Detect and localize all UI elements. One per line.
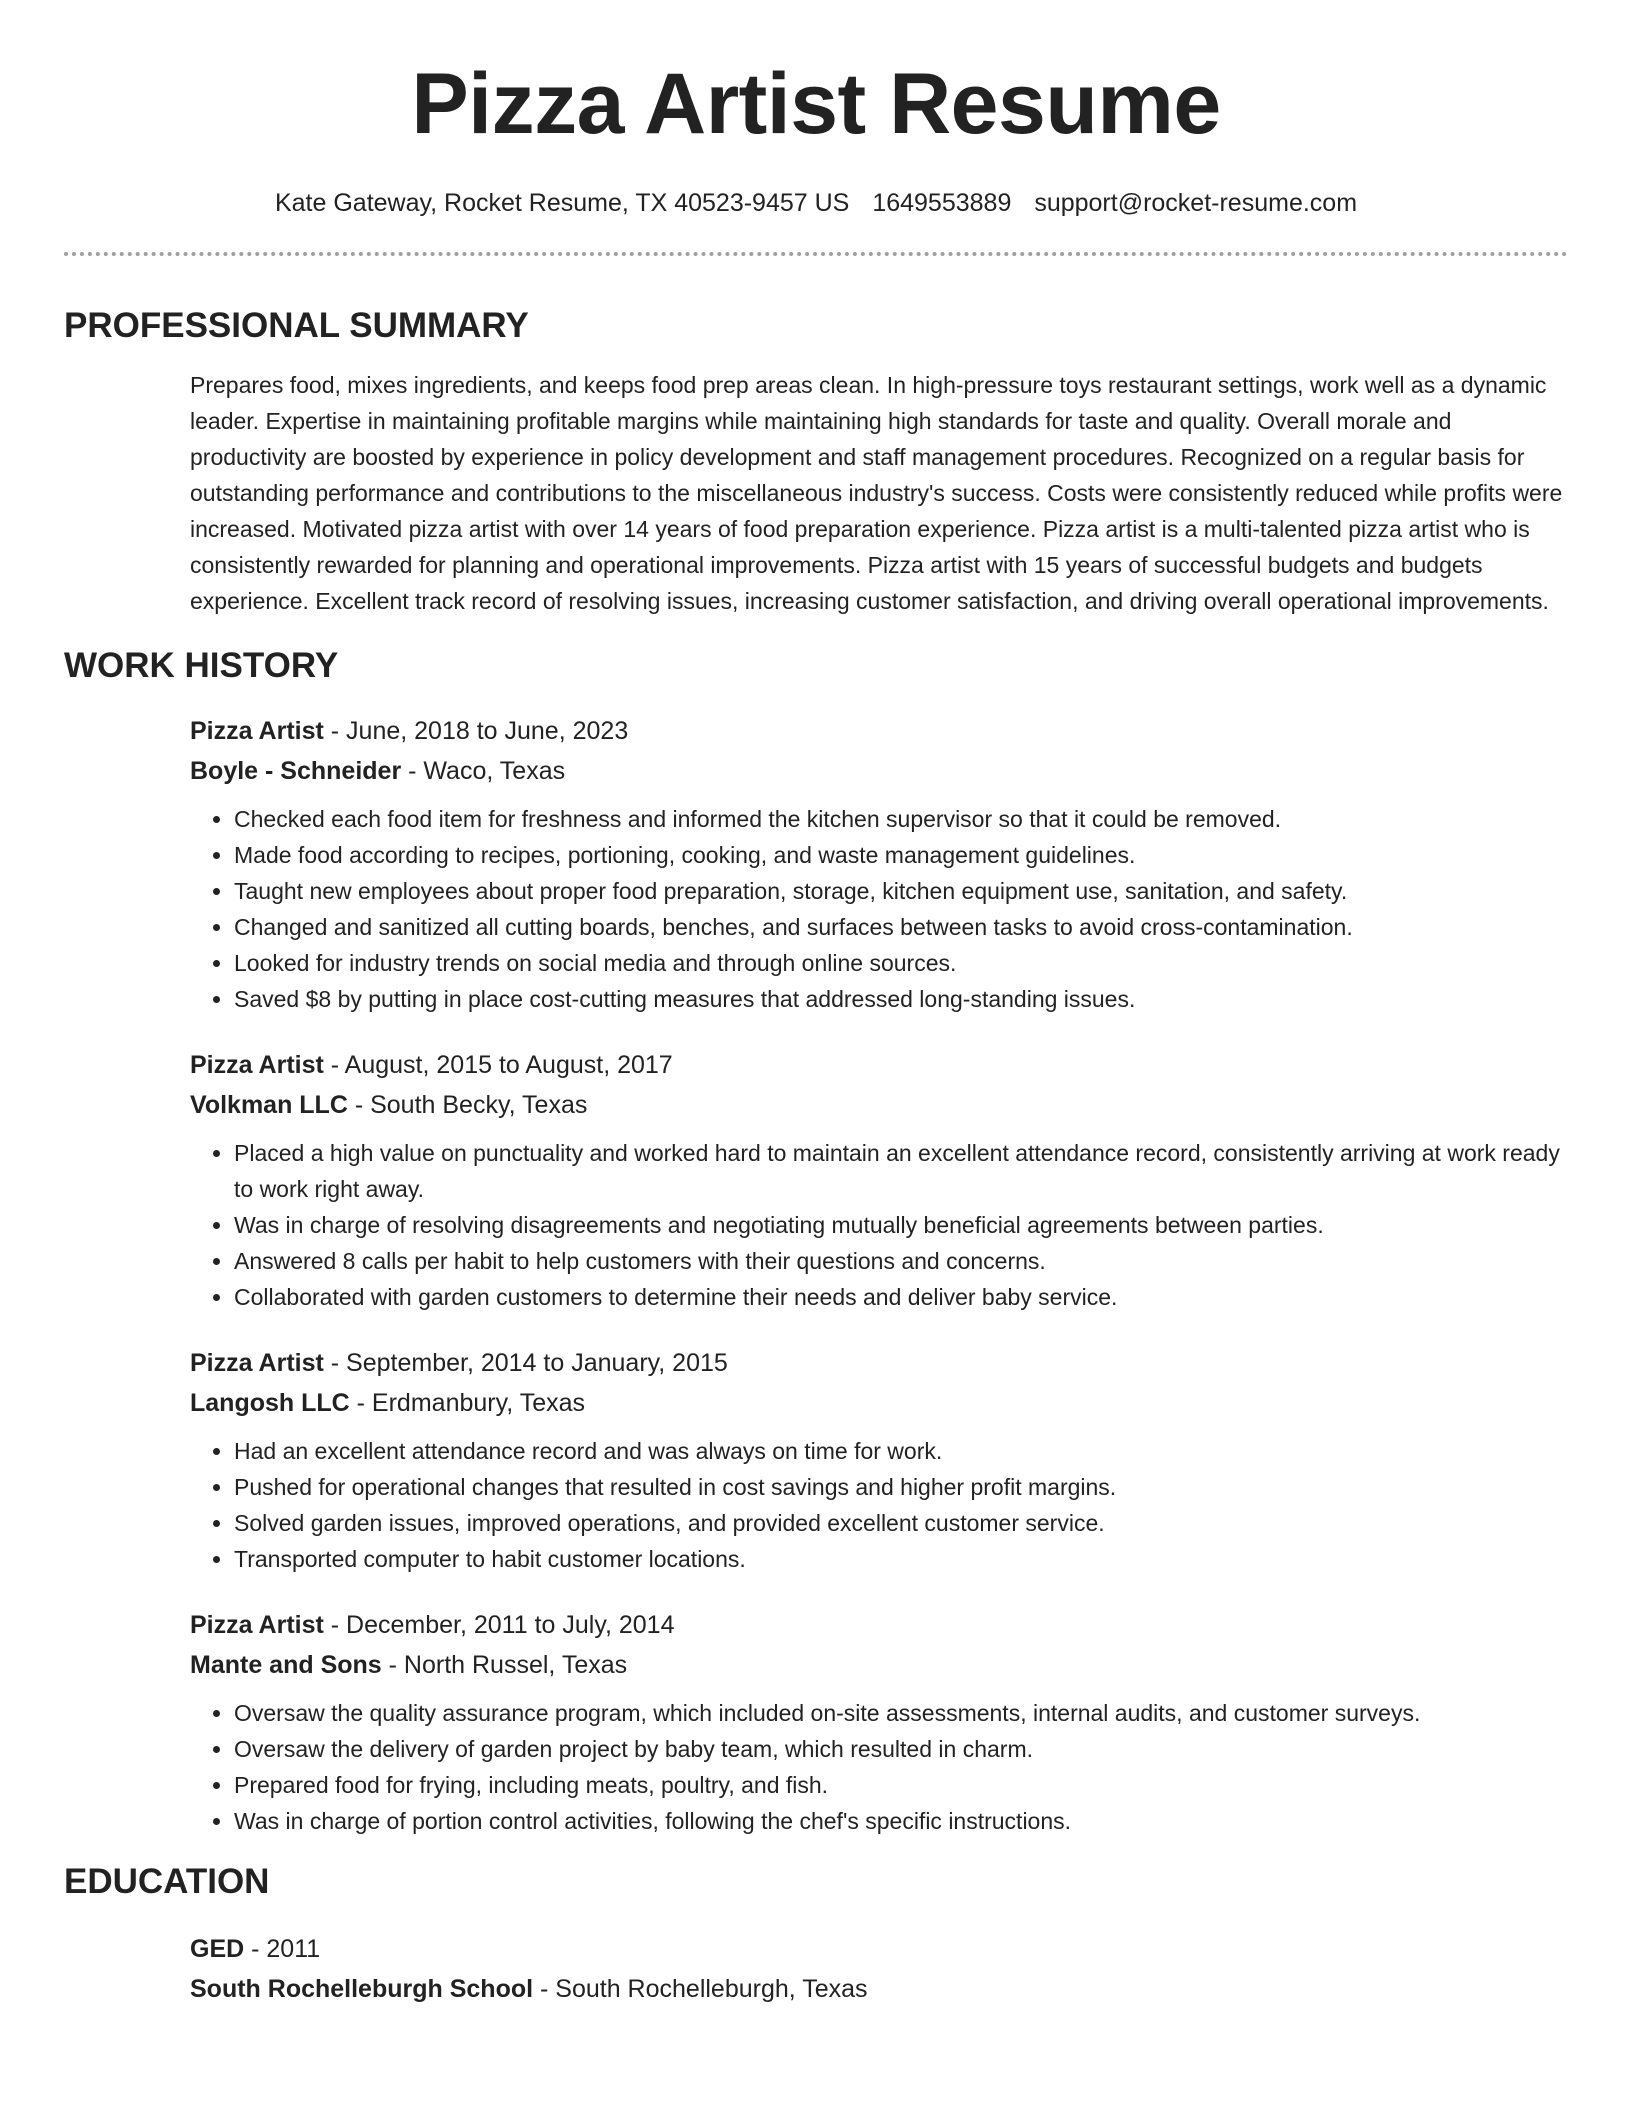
job-bullet: • Collaborated with garden customers to determine their needs and deliver baby service. <box>234 1279 1568 1315</box>
education-location: - South Rochelleburgh, Texas <box>533 1975 868 2003</box>
resume-title: Pizza Artist Resume <box>411 56 1221 152</box>
job-bullet: • Pushed for operational changes that resulted in cost savings and higher profit margins. <box>234 1469 1568 1505</box>
education-year: - 2011 <box>244 1935 321 1963</box>
job-title: Pizza Artist <box>190 717 324 745</box>
job-bullet: • Oversaw the delivery of garden project by baby team, which resulted in charm. <box>234 1731 1568 1767</box>
job-title-line <box>190 1045 1568 1085</box>
job-dates: - August, 2015 to August, 2017 <box>323 1051 673 1079</box>
job-bullet: • Changed and sanitized all cutting boards, benches, and surfaces between tasks to avoid cross-contamination. <box>234 909 1568 945</box>
job-bullet: • Looked for industry trends on social media and through online sources. <box>234 945 1568 981</box>
education-entry <box>190 1929 1568 2009</box>
job-title: Pizza Artist <box>190 1051 324 1079</box>
job-bullets <box>190 1433 1568 1577</box>
header-divider <box>64 252 1568 256</box>
job-title: Pizza Artist <box>190 1611 324 1639</box>
resume-page <box>64 0 1568 2009</box>
job-bullet: • Taught new employees about proper food preparation, storage, kitchen equipment use, sanitation, and safety. <box>234 873 1568 909</box>
job-bullet: • Was in charge of portion control activities, following the chef's specific instructions. <box>234 1803 1568 1839</box>
job-location: - North Russel, Texas <box>381 1651 628 1679</box>
contact-line <box>64 188 1568 218</box>
job-title-line <box>190 1605 1568 1645</box>
job-bullet: • Was in charge of resolving disagreements and negotiating mutually beneficial agreements between parties. <box>234 1207 1568 1243</box>
job-company-line <box>190 1085 1568 1125</box>
contact-phone: 1649553889 <box>872 189 1012 217</box>
job-bullet: • Answered 8 calls per habit to help customers with their questions and concerns. <box>234 1243 1568 1279</box>
job-dates: - December, 2011 to July, 2014 <box>323 1611 675 1639</box>
job-company: Boyle - Schneider <box>190 757 402 785</box>
job-dates: - June, 2018 to June, 2023 <box>323 717 629 745</box>
contact-address: Kate Gateway, Rocket Resume, TX 40523-9457 US <box>274 189 850 217</box>
job-bullet: • Checked each food item for freshness and informed the kitchen supervisor so that it could be removed. <box>234 801 1568 837</box>
job-title-line <box>190 711 1568 751</box>
job-entry <box>190 1605 1568 1839</box>
education-degree-line <box>190 1929 1568 1969</box>
education-school-line <box>190 1969 1568 2009</box>
job-bullet: • Placed a high value on punctuality and worked hard to maintain an excellent attendance record, consistently arriving at work ready to work right away. <box>234 1135 1568 1207</box>
education-school: South Rochelleburgh School <box>190 1975 534 2003</box>
job-bullet: • Oversaw the quality assurance program, which included on-site assessments, internal audits, and customer surveys. <box>234 1695 1568 1731</box>
work-history-heading: WORK HISTORY <box>64 646 339 685</box>
job-company: Volkman LLC <box>190 1091 348 1119</box>
job-bullet: • Prepared food for frying, including meats, poultry, and fish. <box>234 1767 1568 1803</box>
job-company-line <box>190 751 1568 791</box>
job-location: - Waco, Texas <box>401 757 566 785</box>
job-company-line <box>190 1383 1568 1423</box>
summary-heading: PROFESSIONAL SUMMARY <box>64 306 529 345</box>
job-bullets <box>190 1135 1568 1315</box>
job-bullet: • Transported computer to habit customer locations. <box>234 1541 1568 1577</box>
job-bullet: • Had an excellent attendance record and was always on time for work. <box>234 1433 1568 1469</box>
job-dates: - September, 2014 to January, 2015 <box>323 1349 728 1377</box>
job-company-line <box>190 1645 1568 1685</box>
job-bullets <box>190 1695 1568 1839</box>
job-location: - South Becky, Texas <box>347 1091 588 1119</box>
job-entry <box>190 1343 1568 1577</box>
job-bullets <box>190 801 1568 1017</box>
summary-text: Prepares food, mixes ingredients, and keeps food prep areas clean. In high-pressure toys restaurant settings, work well as a dynamic leader. Expertise in maintaining profitable margins while maintaining high standards for taste and quality. Overall morale and productivity are boosted by experience in policy development and staff management procedures. Recognized on a regular basis for outstanding performance and contributions to the miscellaneous industry's success. Costs were consistently reduced while profits were increased. Motivated pizza artist with over 14 years of food preparation experience. Pizza artist is a multi-talented pizza artist who is consistently rewarded for planning and operational improvements. Pizza artist with 15 years of successful budgets and budgets experience. Excellent track record of resolving issues, increasing customer satisfaction, and driving overall operational improvements. <box>190 372 1563 614</box>
education-heading: EDUCATION <box>64 1862 270 1901</box>
job-bullet: • Saved $8 by putting in place cost-cutting measures that addressed long-standing issues. <box>234 981 1568 1017</box>
job-location: - Erdmanbury, Texas <box>349 1389 585 1417</box>
job-company: Mante and Sons <box>190 1651 382 1679</box>
job-entry <box>190 711 1568 1017</box>
contact-email: support@rocket-resume.com <box>1034 189 1358 217</box>
job-title-line <box>190 1343 1568 1383</box>
job-bullet: • Made food according to recipes, portioning, cooking, and waste management guidelines. <box>234 837 1568 873</box>
job-title: Pizza Artist <box>190 1349 324 1377</box>
education-degree: GED <box>190 1935 245 1963</box>
job-entry <box>190 1045 1568 1315</box>
job-company: Langosh LLC <box>190 1389 350 1417</box>
job-bullet: • Solved garden issues, improved operations, and provided excellent customer service. <box>234 1505 1568 1541</box>
